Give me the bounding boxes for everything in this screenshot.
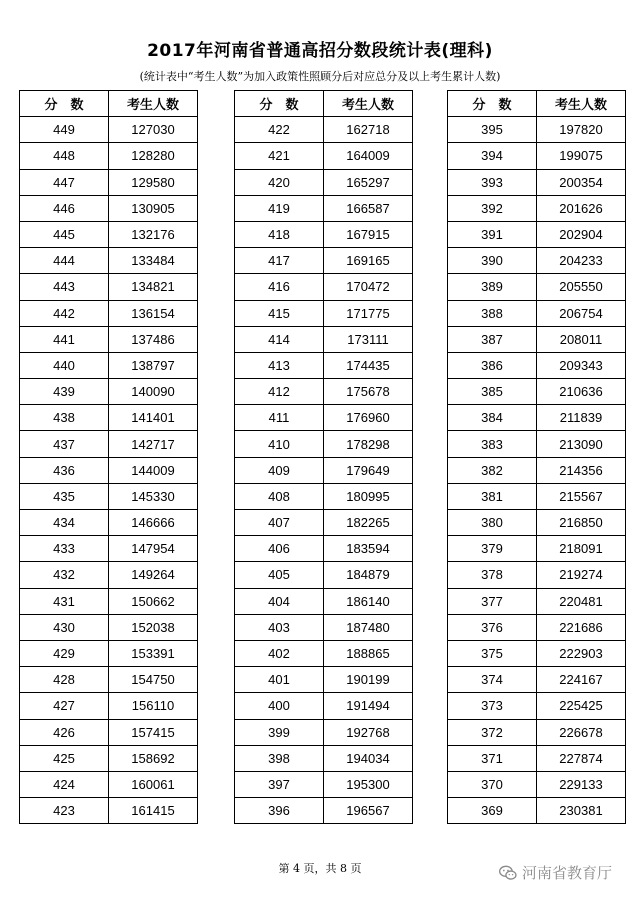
- score-cell: 389: [448, 274, 537, 300]
- count-cell: 145330: [109, 483, 198, 509]
- score-cell: 416: [235, 274, 324, 300]
- table-row: [20, 614, 198, 640]
- score-cell: 444: [20, 248, 109, 274]
- count-cell: 196567: [324, 798, 413, 824]
- table-row: [235, 352, 413, 378]
- score-cell: 380: [448, 510, 537, 536]
- count-cell: 192768: [324, 719, 413, 745]
- score-cell: 392: [448, 195, 537, 221]
- score-cell: 404: [235, 588, 324, 614]
- table-row: [20, 274, 198, 300]
- score-cell: 407: [235, 510, 324, 536]
- score-cell: 443: [20, 274, 109, 300]
- count-cell: 180995: [324, 483, 413, 509]
- score-cell: 425: [20, 745, 109, 771]
- watermark: [498, 862, 612, 883]
- score-cell: 386: [448, 352, 537, 378]
- table-row: [235, 405, 413, 431]
- score-cell: 390: [448, 248, 537, 274]
- score-cell: 394: [448, 143, 537, 169]
- score-cell: 433: [20, 536, 109, 562]
- count-cell: 176960: [324, 405, 413, 431]
- table-row: [235, 510, 413, 536]
- count-cell: 201626: [537, 195, 626, 221]
- count-cell: 195300: [324, 771, 413, 797]
- table-row: [20, 169, 198, 195]
- score-cell: 408: [235, 483, 324, 509]
- score-cell: 435: [20, 483, 109, 509]
- table-row: [448, 457, 626, 483]
- score-cell: 377: [448, 588, 537, 614]
- count-cell: 157415: [109, 719, 198, 745]
- score-cell: 432: [20, 562, 109, 588]
- table-row: [20, 536, 198, 562]
- count-cell: 225425: [537, 693, 626, 719]
- table-row: [448, 117, 626, 143]
- score-cell: 417: [235, 248, 324, 274]
- table-row: [448, 693, 626, 719]
- table-header-row: [235, 91, 413, 117]
- count-cell: 199075: [537, 143, 626, 169]
- table-row: [20, 117, 198, 143]
- count-cell: 138797: [109, 352, 198, 378]
- table-row: [20, 326, 198, 352]
- table-row: [448, 195, 626, 221]
- score-cell: 381: [448, 483, 537, 509]
- table-row: [448, 431, 626, 457]
- count-cell: 165297: [324, 169, 413, 195]
- watermark-text: 河南省教育厅: [522, 864, 613, 882]
- count-cell: 206754: [537, 300, 626, 326]
- table-row: [235, 379, 413, 405]
- score-cell: 436: [20, 457, 109, 483]
- table-row: [448, 719, 626, 745]
- table-row: [235, 798, 413, 824]
- count-cell: 149264: [109, 562, 198, 588]
- score-cell: 399: [235, 719, 324, 745]
- count-cell: 129580: [109, 169, 198, 195]
- score-cell: 420: [235, 169, 324, 195]
- count-cell: 144009: [109, 457, 198, 483]
- score-cell: 373: [448, 693, 537, 719]
- score-cell: 431: [20, 588, 109, 614]
- score-cell: 423: [20, 798, 109, 824]
- score-cell: 387: [448, 326, 537, 352]
- score-cell: 385: [448, 379, 537, 405]
- score-cell: 397: [235, 771, 324, 797]
- table-row: [448, 143, 626, 169]
- count-cell: 227874: [537, 745, 626, 771]
- score-cell: 441: [20, 326, 109, 352]
- count-cell: 230381: [537, 798, 626, 824]
- table-row: [448, 798, 626, 824]
- score-cell: 413: [235, 352, 324, 378]
- score-cell: 395: [448, 117, 537, 143]
- table-row: [20, 667, 198, 693]
- table-row: [448, 248, 626, 274]
- score-cell: 426: [20, 719, 109, 745]
- count-cell: 191494: [324, 693, 413, 719]
- table-row: [20, 719, 198, 745]
- score-cell: 427: [20, 693, 109, 719]
- score-cell: 403: [235, 614, 324, 640]
- table-row: [235, 457, 413, 483]
- score-cell: 402: [235, 640, 324, 666]
- count-cell: 179649: [324, 457, 413, 483]
- table-row: [20, 483, 198, 509]
- table-row: [235, 614, 413, 640]
- table-row: [20, 457, 198, 483]
- count-cell: 210636: [537, 379, 626, 405]
- count-cell: 160061: [109, 771, 198, 797]
- count-cell: 194034: [324, 745, 413, 771]
- count-cell: 142717: [109, 431, 198, 457]
- count-cell: 164009: [324, 143, 413, 169]
- table-row: [448, 745, 626, 771]
- table-row: [20, 588, 198, 614]
- table-header-row: [448, 91, 626, 117]
- count-cell: 154750: [109, 667, 198, 693]
- count-cell: 214356: [537, 457, 626, 483]
- score-cell: 419: [235, 195, 324, 221]
- table-row: [20, 562, 198, 588]
- table-row: [235, 300, 413, 326]
- table-row: [20, 431, 198, 457]
- count-cell: 226678: [537, 719, 626, 745]
- score-column-header: 分 数: [448, 91, 537, 117]
- table-row: [448, 562, 626, 588]
- count-cell: 219274: [537, 562, 626, 588]
- score-cell: 442: [20, 300, 109, 326]
- count-cell: 171775: [324, 300, 413, 326]
- count-cell: 216850: [537, 510, 626, 536]
- score-cell: 414: [235, 326, 324, 352]
- count-cell: 215567: [537, 483, 626, 509]
- score-cell: 370: [448, 771, 537, 797]
- table-row: [20, 771, 198, 797]
- table-row: [235, 693, 413, 719]
- table-row: [20, 248, 198, 274]
- score-cell: 409: [235, 457, 324, 483]
- score-cell: 439: [20, 379, 109, 405]
- count-cell: 166587: [324, 195, 413, 221]
- count-cell: 182265: [324, 510, 413, 536]
- score-cell: 378: [448, 562, 537, 588]
- count-cell: 146666: [109, 510, 198, 536]
- count-cell: 229133: [537, 771, 626, 797]
- table-row: [235, 536, 413, 562]
- score-cell: 388: [448, 300, 537, 326]
- table-row: [448, 536, 626, 562]
- score-cell: 382: [448, 457, 537, 483]
- score-cell: 398: [235, 745, 324, 771]
- score-cell: 383: [448, 431, 537, 457]
- score-table-3: [447, 90, 626, 824]
- score-cell: 448: [20, 143, 109, 169]
- score-cell: 428: [20, 667, 109, 693]
- table-row: [20, 510, 198, 536]
- count-cell: 156110: [109, 693, 198, 719]
- table-row: [235, 483, 413, 509]
- score-cell: 447: [20, 169, 109, 195]
- table-row: [448, 352, 626, 378]
- table-row: [235, 562, 413, 588]
- count-cell: 127030: [109, 117, 198, 143]
- count-cell: 224167: [537, 667, 626, 693]
- table-row: [448, 379, 626, 405]
- score-cell: 415: [235, 300, 324, 326]
- count-cell: 188865: [324, 640, 413, 666]
- score-table-2: [234, 90, 413, 824]
- count-cell: 174435: [324, 352, 413, 378]
- table-row: [235, 771, 413, 797]
- score-cell: 369: [448, 798, 537, 824]
- table-row: [235, 143, 413, 169]
- score-cell: 434: [20, 510, 109, 536]
- table-row: [448, 510, 626, 536]
- table-row: [235, 195, 413, 221]
- count-cell: 128280: [109, 143, 198, 169]
- count-cell: 183594: [324, 536, 413, 562]
- table-row: [235, 431, 413, 457]
- count-cell: 153391: [109, 640, 198, 666]
- score-cell: 379: [448, 536, 537, 562]
- count-cell: 213090: [537, 431, 626, 457]
- table-row: [448, 483, 626, 509]
- table-row: [235, 667, 413, 693]
- score-cell: 421: [235, 143, 324, 169]
- score-cell: 424: [20, 771, 109, 797]
- score-cell: 400: [235, 693, 324, 719]
- table-row: [235, 719, 413, 745]
- score-cell: 411: [235, 405, 324, 431]
- count-column-header: 考生人数: [324, 91, 413, 117]
- table-header-row: [20, 91, 198, 117]
- score-cell: 437: [20, 431, 109, 457]
- count-column-header: 考生人数: [109, 91, 198, 117]
- count-cell: 141401: [109, 405, 198, 431]
- table-row: [235, 169, 413, 195]
- table-row: [235, 248, 413, 274]
- count-cell: 211839: [537, 405, 626, 431]
- count-cell: 137486: [109, 326, 198, 352]
- score-cell: 384: [448, 405, 537, 431]
- score-column-header: 分 数: [20, 91, 109, 117]
- score-cell: 401: [235, 667, 324, 693]
- table-row: [20, 640, 198, 666]
- score-cell: 406: [235, 536, 324, 562]
- count-cell: 197820: [537, 117, 626, 143]
- table-row: [20, 379, 198, 405]
- table-row: [235, 326, 413, 352]
- score-cell: 372: [448, 719, 537, 745]
- score-cell: 445: [20, 221, 109, 247]
- table-row: [20, 798, 198, 824]
- count-cell: 169165: [324, 248, 413, 274]
- table-row: [448, 614, 626, 640]
- count-cell: 200354: [537, 169, 626, 195]
- count-cell: 178298: [324, 431, 413, 457]
- count-cell: 220481: [537, 588, 626, 614]
- table-row: [235, 588, 413, 614]
- table-row: [20, 221, 198, 247]
- count-cell: 221686: [537, 614, 626, 640]
- count-cell: 134821: [109, 274, 198, 300]
- score-cell: 376: [448, 614, 537, 640]
- count-cell: 133484: [109, 248, 198, 274]
- score-cell: 429: [20, 640, 109, 666]
- count-cell: 202904: [537, 221, 626, 247]
- score-cell: 375: [448, 640, 537, 666]
- table-row: [448, 169, 626, 195]
- count-cell: 158692: [109, 745, 198, 771]
- table-row: [20, 195, 198, 221]
- count-cell: 186140: [324, 588, 413, 614]
- table-row: [448, 221, 626, 247]
- table-row: [448, 667, 626, 693]
- count-cell: 140090: [109, 379, 198, 405]
- table-row: [20, 405, 198, 431]
- count-cell: 205550: [537, 274, 626, 300]
- count-cell: 132176: [109, 221, 198, 247]
- page-subtitle: (统计表中“考生人数”为加入政策性照顾分后对应总分及以上考生累计人数): [139, 70, 501, 83]
- count-cell: 170472: [324, 274, 413, 300]
- count-cell: 204233: [537, 248, 626, 274]
- page-footer: 第 4 页，共 8 页: [278, 862, 362, 875]
- count-cell: 218091: [537, 536, 626, 562]
- score-cell: 422: [235, 117, 324, 143]
- count-cell: 208011: [537, 326, 626, 352]
- score-cell: 396: [235, 798, 324, 824]
- table-row: [235, 274, 413, 300]
- wechat-icon: [498, 863, 518, 883]
- count-cell: 161415: [109, 798, 198, 824]
- table-row: [448, 588, 626, 614]
- score-cell: 412: [235, 379, 324, 405]
- count-cell: 150662: [109, 588, 198, 614]
- score-cell: 418: [235, 221, 324, 247]
- count-cell: 136154: [109, 300, 198, 326]
- table-row: [448, 300, 626, 326]
- table-row: [235, 640, 413, 666]
- count-cell: 173111: [324, 326, 413, 352]
- count-cell: 187480: [324, 614, 413, 640]
- table-row: [448, 326, 626, 352]
- table-row: [448, 640, 626, 666]
- table-row: [448, 405, 626, 431]
- table-row: [20, 143, 198, 169]
- score-cell: 391: [448, 221, 537, 247]
- score-cell: 440: [20, 352, 109, 378]
- score-cell: 438: [20, 405, 109, 431]
- table-row: [448, 771, 626, 797]
- score-cell: 430: [20, 614, 109, 640]
- count-cell: 209343: [537, 352, 626, 378]
- table-row: [20, 300, 198, 326]
- table-row: [20, 352, 198, 378]
- score-cell: 446: [20, 195, 109, 221]
- score-cell: 410: [235, 431, 324, 457]
- score-table-1: [19, 90, 198, 824]
- score-column-header: 分 数: [235, 91, 324, 117]
- score-cell: 371: [448, 745, 537, 771]
- table-row: [448, 274, 626, 300]
- count-cell: 190199: [324, 667, 413, 693]
- table-row: [235, 221, 413, 247]
- table-row: [235, 117, 413, 143]
- count-column-header: 考生人数: [537, 91, 626, 117]
- table-row: [235, 745, 413, 771]
- page-title: 2017年河南省普通高招分数段统计表(理科): [147, 41, 493, 61]
- table-row: [20, 693, 198, 719]
- score-cell: 374: [448, 667, 537, 693]
- count-cell: 175678: [324, 379, 413, 405]
- score-cell: 405: [235, 562, 324, 588]
- count-cell: 147954: [109, 536, 198, 562]
- table-row: [20, 745, 198, 771]
- count-cell: 162718: [324, 117, 413, 143]
- count-cell: 167915: [324, 221, 413, 247]
- score-cell: 449: [20, 117, 109, 143]
- count-cell: 184879: [324, 562, 413, 588]
- count-cell: 130905: [109, 195, 198, 221]
- count-cell: 152038: [109, 614, 198, 640]
- count-cell: 222903: [537, 640, 626, 666]
- score-cell: 393: [448, 169, 537, 195]
